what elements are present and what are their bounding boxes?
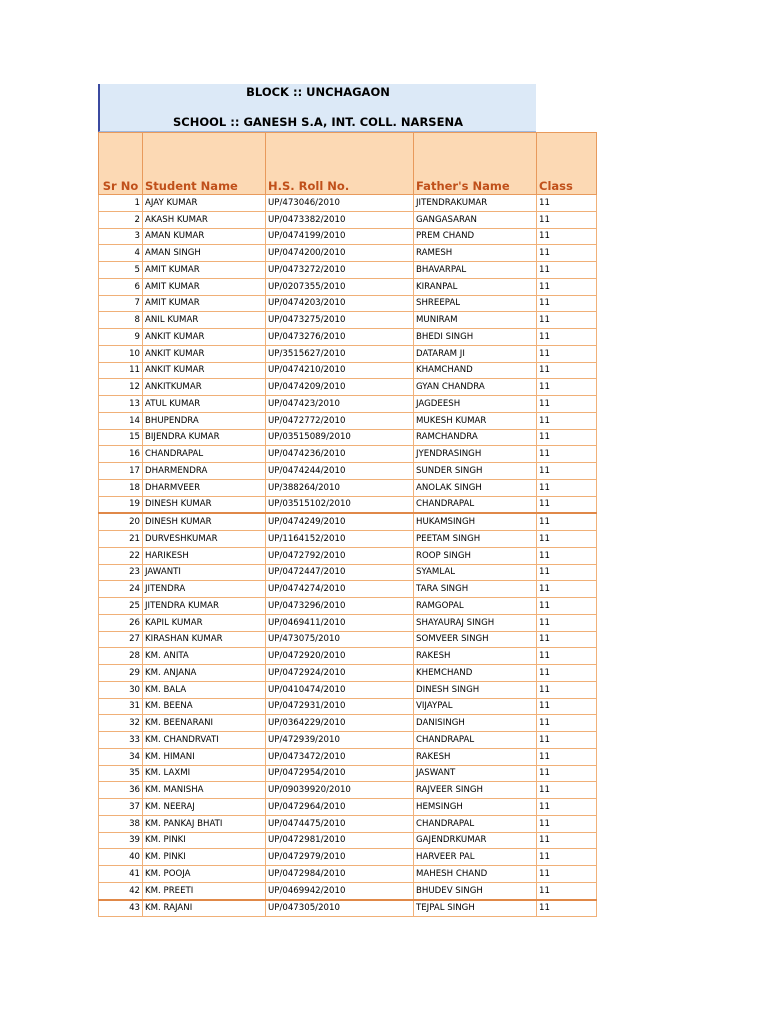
cell-roll-no: UP/047305/2010	[266, 900, 414, 917]
cell-student-name: ANKITKUMAR	[143, 379, 266, 396]
cell-sr-no: 38	[99, 815, 143, 832]
cell-class: 11	[537, 732, 597, 749]
cell-fathers-name: JASWANT	[414, 765, 537, 782]
cell-student-name: AMIT KUMAR	[143, 278, 266, 295]
table-row	[99, 479, 597, 496]
table-row	[99, 547, 597, 564]
cell-student-name: KM. NEERAJ	[143, 799, 266, 816]
cell-class: 11	[537, 211, 597, 228]
table-row	[99, 765, 597, 782]
cell-student-name: KM. ANITA	[143, 648, 266, 665]
cell-class: 11	[537, 631, 597, 648]
table-row	[99, 832, 597, 849]
table-row	[99, 900, 597, 917]
cell-sr-no: 9	[99, 329, 143, 346]
cell-class: 11	[537, 866, 597, 883]
cell-sr-no: 5	[99, 262, 143, 279]
cell-student-name: JAWANTI	[143, 564, 266, 581]
table-row	[99, 463, 597, 480]
cell-roll-no: UP/0472792/2010	[266, 547, 414, 564]
cell-roll-no: UP/0474249/2010	[266, 513, 414, 530]
cell-roll-no: UP/0474203/2010	[266, 295, 414, 312]
cell-student-name: DHARMENDRA	[143, 463, 266, 480]
cell-fathers-name: SHREEPAL	[414, 295, 537, 312]
column-header-student-name: Student Name	[143, 133, 266, 195]
cell-sr-no: 1	[99, 195, 143, 212]
table-row	[99, 362, 597, 379]
table-row	[99, 312, 597, 329]
cell-fathers-name: HUKAMSINGH	[414, 513, 537, 530]
cell-sr-no: 26	[99, 614, 143, 631]
cell-student-name: AMAN KUMAR	[143, 228, 266, 245]
cell-roll-no: UP/0364229/2010	[266, 715, 414, 732]
cell-fathers-name: KIRANPAL	[414, 278, 537, 295]
cell-roll-no: UP/0474210/2010	[266, 362, 414, 379]
cell-sr-no: 16	[99, 446, 143, 463]
cell-sr-no: 2	[99, 211, 143, 228]
cell-class: 11	[537, 715, 597, 732]
cell-student-name: KM. CHANDRVATI	[143, 732, 266, 749]
cell-sr-no: 31	[99, 698, 143, 715]
cell-fathers-name: RAMESH	[414, 245, 537, 262]
cell-class: 11	[537, 245, 597, 262]
cell-class: 11	[537, 882, 597, 899]
cell-roll-no: UP/3515627/2010	[266, 345, 414, 362]
cell-class: 11	[537, 446, 597, 463]
school-title: SCHOOL :: GANESH S.A, INT. COLL. NARSENA	[98, 101, 536, 132]
student-table	[98, 132, 597, 917]
cell-roll-no: UP/0474236/2010	[266, 446, 414, 463]
cell-roll-no: UP/0472984/2010	[266, 866, 414, 883]
cell-sr-no: 30	[99, 681, 143, 698]
cell-roll-no: UP/0473275/2010	[266, 312, 414, 329]
cell-roll-no: UP/0472447/2010	[266, 564, 414, 581]
cell-student-name: DHARMVEER	[143, 479, 266, 496]
cell-fathers-name: CHANDRAPAL	[414, 496, 537, 513]
table-row	[99, 732, 597, 749]
table-row	[99, 564, 597, 581]
cell-sr-no: 41	[99, 866, 143, 883]
table-row	[99, 278, 597, 295]
cell-class: 11	[537, 312, 597, 329]
header-row	[99, 133, 597, 195]
cell-student-name: KM. MANISHA	[143, 782, 266, 799]
column-header-roll-no: H.S. Roll No.	[266, 133, 414, 195]
cell-student-name: KM. RAJANI	[143, 900, 266, 917]
cell-class: 11	[537, 849, 597, 866]
cell-fathers-name: DANISINGH	[414, 715, 537, 732]
cell-student-name: KAPIL KUMAR	[143, 614, 266, 631]
cell-fathers-name: HARVEER PAL	[414, 849, 537, 866]
cell-fathers-name: GAJENDRKUMAR	[414, 832, 537, 849]
cell-student-name: ANKIT KUMAR	[143, 362, 266, 379]
cell-student-name: KM. PINKI	[143, 849, 266, 866]
table-row	[99, 446, 597, 463]
cell-class: 11	[537, 195, 597, 212]
cell-student-name: JITENDRA KUMAR	[143, 598, 266, 615]
cell-sr-no: 33	[99, 732, 143, 749]
cell-student-name: ATUL KUMAR	[143, 396, 266, 413]
cell-sr-no: 11	[99, 362, 143, 379]
cell-fathers-name: GANGASARAN	[414, 211, 537, 228]
cell-fathers-name: RAKESH	[414, 648, 537, 665]
cell-roll-no: UP/0474200/2010	[266, 245, 414, 262]
table-row	[99, 379, 597, 396]
table-row	[99, 396, 597, 413]
cell-fathers-name: PREM CHAND	[414, 228, 537, 245]
table-row	[99, 245, 597, 262]
cell-fathers-name: SYAMLAL	[414, 564, 537, 581]
cell-student-name: ANKIT KUMAR	[143, 329, 266, 346]
cell-sr-no: 39	[99, 832, 143, 849]
cell-roll-no: UP/0473296/2010	[266, 598, 414, 615]
table-row	[99, 882, 597, 899]
cell-class: 11	[537, 513, 597, 530]
cell-roll-no: UP/047423/2010	[266, 396, 414, 413]
cell-student-name: KM. ANJANA	[143, 665, 266, 682]
cell-roll-no: UP/473046/2010	[266, 195, 414, 212]
spreadsheet	[98, 84, 596, 917]
cell-roll-no: UP/0472920/2010	[266, 648, 414, 665]
table-row	[99, 211, 597, 228]
cell-class: 11	[537, 362, 597, 379]
cell-roll-no: UP/0473276/2010	[266, 329, 414, 346]
table-row	[99, 849, 597, 866]
cell-class: 11	[537, 463, 597, 480]
cell-class: 11	[537, 262, 597, 279]
cell-class: 11	[537, 681, 597, 698]
cell-student-name: KM. HIMANI	[143, 748, 266, 765]
cell-class: 11	[537, 598, 597, 615]
cell-roll-no: UP/0473472/2010	[266, 748, 414, 765]
cell-sr-no: 8	[99, 312, 143, 329]
cell-roll-no: UP/0472981/2010	[266, 832, 414, 849]
cell-sr-no: 27	[99, 631, 143, 648]
table-row	[99, 531, 597, 548]
cell-fathers-name: SUNDER SINGH	[414, 463, 537, 480]
cell-sr-no: 13	[99, 396, 143, 413]
table-row	[99, 345, 597, 362]
table-row	[99, 782, 597, 799]
cell-class: 11	[537, 698, 597, 715]
cell-roll-no: UP/03515089/2010	[266, 429, 414, 446]
table-row	[99, 648, 597, 665]
cell-student-name: KM. PREETI	[143, 882, 266, 899]
cell-fathers-name: GYAN CHANDRA	[414, 379, 537, 396]
cell-student-name: AMAN SINGH	[143, 245, 266, 262]
table-row	[99, 715, 597, 732]
cell-sr-no: 37	[99, 799, 143, 816]
cell-class: 11	[537, 496, 597, 513]
cell-roll-no: UP/472939/2010	[266, 732, 414, 749]
cell-fathers-name: DATARAM JI	[414, 345, 537, 362]
block-title: BLOCK :: UNCHAGAON	[98, 84, 536, 101]
cell-sr-no: 22	[99, 547, 143, 564]
table-row	[99, 429, 597, 446]
cell-student-name: DINESH KUMAR	[143, 513, 266, 530]
cell-student-name: AKASH KUMAR	[143, 211, 266, 228]
cell-fathers-name: RAJVEER SINGH	[414, 782, 537, 799]
cell-student-name: KM. BEENA	[143, 698, 266, 715]
table-row	[99, 412, 597, 429]
table-row	[99, 614, 597, 631]
cell-class: 11	[537, 799, 597, 816]
cell-roll-no: UP/0473382/2010	[266, 211, 414, 228]
cell-sr-no: 15	[99, 429, 143, 446]
cell-roll-no: UP/0472931/2010	[266, 698, 414, 715]
cell-roll-no: UP/0472964/2010	[266, 799, 414, 816]
cell-roll-no: UP/0473272/2010	[266, 262, 414, 279]
cell-sr-no: 18	[99, 479, 143, 496]
cell-student-name: KM. POOJA	[143, 866, 266, 883]
table-row	[99, 581, 597, 598]
table-row	[99, 195, 597, 212]
table-row	[99, 496, 597, 513]
table-row	[99, 698, 597, 715]
cell-sr-no: 6	[99, 278, 143, 295]
cell-sr-no: 24	[99, 581, 143, 598]
table-row	[99, 598, 597, 615]
cell-class: 11	[537, 295, 597, 312]
table-row	[99, 665, 597, 682]
cell-fathers-name: PEETAM SINGH	[414, 531, 537, 548]
cell-class: 11	[537, 665, 597, 682]
cell-sr-no: 20	[99, 513, 143, 530]
cell-fathers-name: HEMSINGH	[414, 799, 537, 816]
cell-student-name: BIJENDRA KUMAR	[143, 429, 266, 446]
cell-sr-no: 40	[99, 849, 143, 866]
column-header-sr-no: Sr No	[99, 133, 143, 195]
table-row	[99, 329, 597, 346]
cell-class: 11	[537, 614, 597, 631]
table-row	[99, 262, 597, 279]
cell-sr-no: 29	[99, 665, 143, 682]
cell-fathers-name: KHAMCHAND	[414, 362, 537, 379]
cell-student-name: ANIL KUMAR	[143, 312, 266, 329]
cell-sr-no: 36	[99, 782, 143, 799]
cell-fathers-name: JAGDEESH	[414, 396, 537, 413]
cell-class: 11	[537, 379, 597, 396]
cell-roll-no: UP/0472924/2010	[266, 665, 414, 682]
cell-class: 11	[537, 765, 597, 782]
cell-roll-no: UP/1164152/2010	[266, 531, 414, 548]
cell-class: 11	[537, 782, 597, 799]
cell-fathers-name: JITENDRAKUMAR	[414, 195, 537, 212]
cell-roll-no: UP/0474274/2010	[266, 581, 414, 598]
cell-sr-no: 32	[99, 715, 143, 732]
cell-class: 11	[537, 564, 597, 581]
cell-fathers-name: TEJPAL SINGH	[414, 900, 537, 917]
cell-student-name: DURVESHKUMAR	[143, 531, 266, 548]
cell-roll-no: UP/0474209/2010	[266, 379, 414, 396]
cell-sr-no: 21	[99, 531, 143, 548]
cell-fathers-name: MUKESH KUMAR	[414, 412, 537, 429]
cell-student-name: KIRASHAN KUMAR	[143, 631, 266, 648]
cell-student-name: DINESH KUMAR	[143, 496, 266, 513]
cell-class: 11	[537, 648, 597, 665]
column-header-class: Class	[537, 133, 597, 195]
table-row	[99, 748, 597, 765]
cell-fathers-name: BHUDEV SINGH	[414, 882, 537, 899]
cell-fathers-name: SHAYAURAJ SINGH	[414, 614, 537, 631]
cell-fathers-name: CHANDRAPAL	[414, 815, 537, 832]
cell-class: 11	[537, 228, 597, 245]
cell-fathers-name: MAHESH CHAND	[414, 866, 537, 883]
cell-class: 11	[537, 748, 597, 765]
cell-fathers-name: RAKESH	[414, 748, 537, 765]
cell-sr-no: 34	[99, 748, 143, 765]
cell-fathers-name: MUNIRAM	[414, 312, 537, 329]
cell-fathers-name: ROOP SINGH	[414, 547, 537, 564]
cell-sr-no: 35	[99, 765, 143, 782]
column-header-fathers-name: Father's Name	[414, 133, 537, 195]
cell-sr-no: 23	[99, 564, 143, 581]
table-body	[99, 195, 597, 917]
cell-class: 11	[537, 412, 597, 429]
cell-roll-no: UP/09039920/2010	[266, 782, 414, 799]
cell-fathers-name: RAMGOPAL	[414, 598, 537, 615]
cell-fathers-name: DINESH SINGH	[414, 681, 537, 698]
cell-class: 11	[537, 345, 597, 362]
cell-fathers-name: RAMCHANDRA	[414, 429, 537, 446]
cell-sr-no: 28	[99, 648, 143, 665]
cell-class: 11	[537, 531, 597, 548]
cell-roll-no: UP/473075/2010	[266, 631, 414, 648]
cell-fathers-name: KHEMCHAND	[414, 665, 537, 682]
table-row	[99, 815, 597, 832]
cell-sr-no: 12	[99, 379, 143, 396]
cell-roll-no: UP/0474475/2010	[266, 815, 414, 832]
table-row	[99, 295, 597, 312]
cell-roll-no: UP/0472954/2010	[266, 765, 414, 782]
cell-class: 11	[537, 429, 597, 446]
cell-class: 11	[537, 832, 597, 849]
cell-student-name: AMIT KUMAR	[143, 262, 266, 279]
table-row	[99, 799, 597, 816]
cell-student-name: ANKIT KUMAR	[143, 345, 266, 362]
cell-roll-no: UP/0410474/2010	[266, 681, 414, 698]
cell-class: 11	[537, 815, 597, 832]
cell-student-name: JITENDRA	[143, 581, 266, 598]
cell-roll-no: UP/0469411/2010	[266, 614, 414, 631]
cell-roll-no: UP/0474199/2010	[266, 228, 414, 245]
cell-fathers-name: SOMVEER SINGH	[414, 631, 537, 648]
cell-sr-no: 17	[99, 463, 143, 480]
cell-student-name: KM. PANKAJ BHATI	[143, 815, 266, 832]
cell-roll-no: UP/0469942/2010	[266, 882, 414, 899]
cell-sr-no: 42	[99, 882, 143, 899]
cell-student-name: BHUPENDRA	[143, 412, 266, 429]
table-row	[99, 631, 597, 648]
cell-student-name: HARIKESH	[143, 547, 266, 564]
cell-fathers-name: BHEDI SINGH	[414, 329, 537, 346]
cell-fathers-name: JYENDRASINGH	[414, 446, 537, 463]
cell-fathers-name: BHAVARPAL	[414, 262, 537, 279]
cell-sr-no: 19	[99, 496, 143, 513]
cell-fathers-name: TARA SINGH	[414, 581, 537, 598]
cell-class: 11	[537, 396, 597, 413]
cell-student-name: AMIT KUMAR	[143, 295, 266, 312]
table-row	[99, 228, 597, 245]
cell-class: 11	[537, 329, 597, 346]
cell-roll-no: UP/0472979/2010	[266, 849, 414, 866]
table-row	[99, 681, 597, 698]
cell-roll-no: UP/03515102/2010	[266, 496, 414, 513]
cell-student-name: CHANDRAPAL	[143, 446, 266, 463]
cell-sr-no: 14	[99, 412, 143, 429]
cell-roll-no: UP/0207355/2010	[266, 278, 414, 295]
cell-fathers-name: CHANDRAPAL	[414, 732, 537, 749]
table-row	[99, 513, 597, 530]
cell-sr-no: 7	[99, 295, 143, 312]
cell-fathers-name: VIJAYPAL	[414, 698, 537, 715]
cell-sr-no: 43	[99, 900, 143, 917]
cell-student-name: KM. BALA	[143, 681, 266, 698]
cell-student-name: KM. PINKI	[143, 832, 266, 849]
cell-class: 11	[537, 547, 597, 564]
cell-roll-no: UP/0474244/2010	[266, 463, 414, 480]
cell-class: 11	[537, 479, 597, 496]
cell-student-name: KM. LAXMI	[143, 765, 266, 782]
cell-class: 11	[537, 900, 597, 917]
cell-student-name: AJAY KUMAR	[143, 195, 266, 212]
table-row	[99, 866, 597, 883]
cell-sr-no: 4	[99, 245, 143, 262]
cell-class: 11	[537, 581, 597, 598]
cell-fathers-name: ANOLAK SINGH	[414, 479, 537, 496]
cell-sr-no: 25	[99, 598, 143, 615]
cell-sr-no: 3	[99, 228, 143, 245]
cell-student-name: KM. BEENARANI	[143, 715, 266, 732]
cell-class: 11	[537, 278, 597, 295]
cell-roll-no: UP/388264/2010	[266, 479, 414, 496]
cell-roll-no: UP/0472772/2010	[266, 412, 414, 429]
cell-sr-no: 10	[99, 345, 143, 362]
